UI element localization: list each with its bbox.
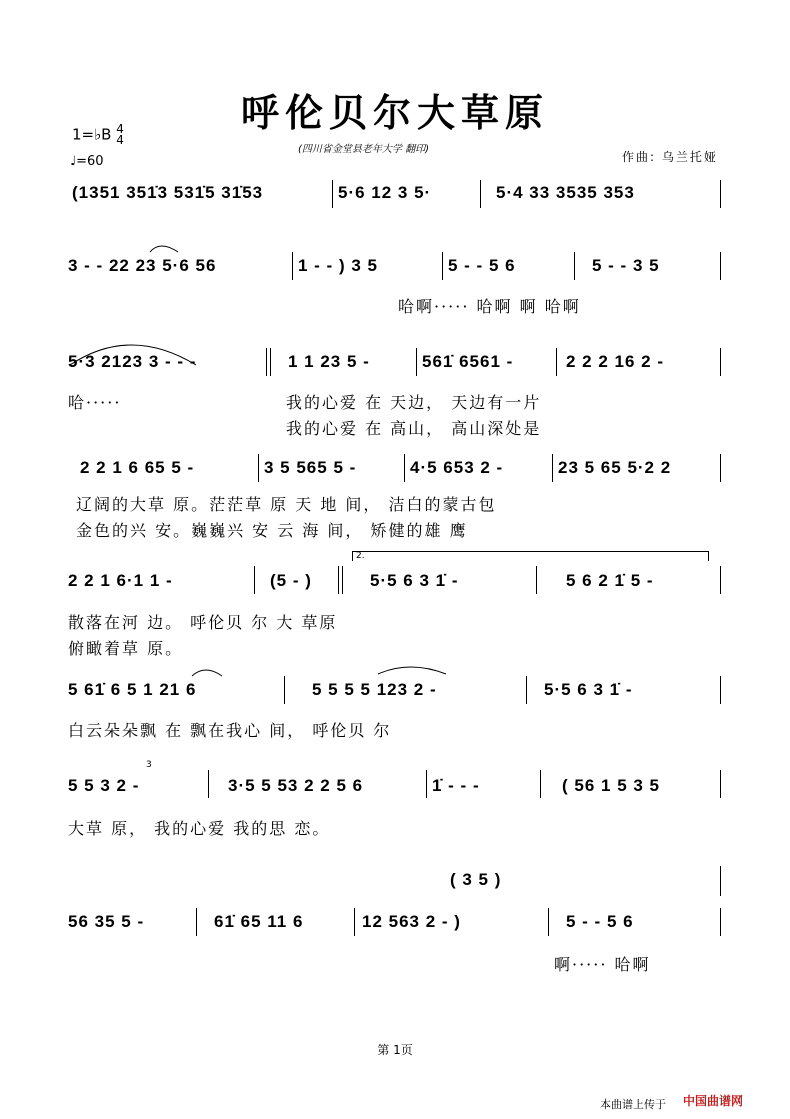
tempo-mark: ♩=60 [70,154,104,169]
measure: 5·6 12 3 5· [338,183,432,202]
measure: 5 61̇ 6 5 1 21 6 [68,680,197,699]
measure: 3 5 565 5 - [264,458,357,477]
time-top: 4 [116,122,124,136]
measure: 5·5 6 3 1̇ - [370,571,459,590]
slur [150,246,178,252]
key-label: 1=♭B [72,125,112,144]
lyric-line: 大草 原， 我的心爱 我的思 恋。 [68,819,331,838]
volta-number: 2. [356,551,365,561]
lyric-line: 啊····· 哈啊 [554,955,651,974]
lyric-line: 我的心爱 在 高山， 高山深处是 [286,419,542,438]
lyric-line: 白云朵朵飘 在 飘在我心 间， 呼伦贝 尔 [68,721,392,740]
measure: 1 1 23 5 - [288,352,370,371]
measure: 5 - - 3 5 [592,256,660,275]
measure: 1 - - ) 3 5 [298,256,378,275]
measure: 3 - - 22 23 5·6 56 [68,256,217,275]
measure: 5·5 6 3 1̇ - [544,680,633,699]
measure: 4·5 653 2 - [410,458,504,477]
measure: 12 563 2 - ) [362,912,461,931]
measure: 56 35 5 - [68,912,145,931]
measure-above: ( 3 5 ) [450,870,502,889]
measure: 5·3 2123 3 - - - [68,352,197,371]
measure: 5 5 5 5 123 2 - [312,680,437,699]
slur [378,667,446,674]
slur [70,345,196,365]
measure: 5 5 3 2 - [68,776,140,795]
lyric-line: 我的心爱 在 天边， 天边有一片 [286,393,542,412]
lyric-line: 哈····· [68,393,122,412]
measure: 5 - - 5 6 [566,912,634,931]
slur [192,670,222,676]
composer: 作曲: 乌兰托娅 [622,150,718,164]
grace-note: 3 [146,760,152,770]
measure: (1351 351̇3 531̇5 31̇53 [72,183,264,202]
measure: 61̇ 65 11 6 [214,912,304,931]
measure: 5 - - 5 6 [448,256,516,275]
lyric-line: 金色的兴 安。巍巍兴 安 云 海 间， 矫健的雄 鹰 [76,521,468,540]
lyric-line: 哈啊····· 哈啊 啊 哈啊 [398,297,581,316]
lyric-line: 散落在河 边。 呼伦贝 尔 大 草原 [68,613,338,632]
measure: 23 5 65 5·2 2 [558,458,672,477]
page-number: 第 1页 [377,1043,413,1057]
song-title: 呼伦贝尔大草原 [240,90,549,135]
measure: 2 2 1 6 65 5 - [80,458,195,477]
measure: 2 2 1 6·1 1 - [68,571,173,590]
measure: 2 2 2 16 2 - [566,352,665,371]
measure: 5 6 2 1̇ 5 - [566,571,654,590]
time-bottom: 4 [116,133,124,147]
measure: (5 - ) [270,571,312,590]
subtitle: (四川省金堂县老年大学 翻印) [298,144,429,155]
upload-note: 本曲谱上传于 [600,1098,666,1111]
measure: ( 56 1 5 3 5 [562,776,661,795]
measure: 5·4 33 3535 353 [496,183,635,202]
lyric-line: 俯瞰着草 原。 [68,639,184,658]
lyric-line: 辽阔的大草 原。茫茫草 原 天 地 间， 洁白的蒙古包 [76,495,497,514]
measure: 3·5 5 53 2 2 5 6 [228,776,364,795]
site-logo: 中国曲谱网 [683,1094,744,1108]
measure: 561̇ 6561 - [422,352,514,371]
measure: 1̇ - - - [432,776,480,795]
